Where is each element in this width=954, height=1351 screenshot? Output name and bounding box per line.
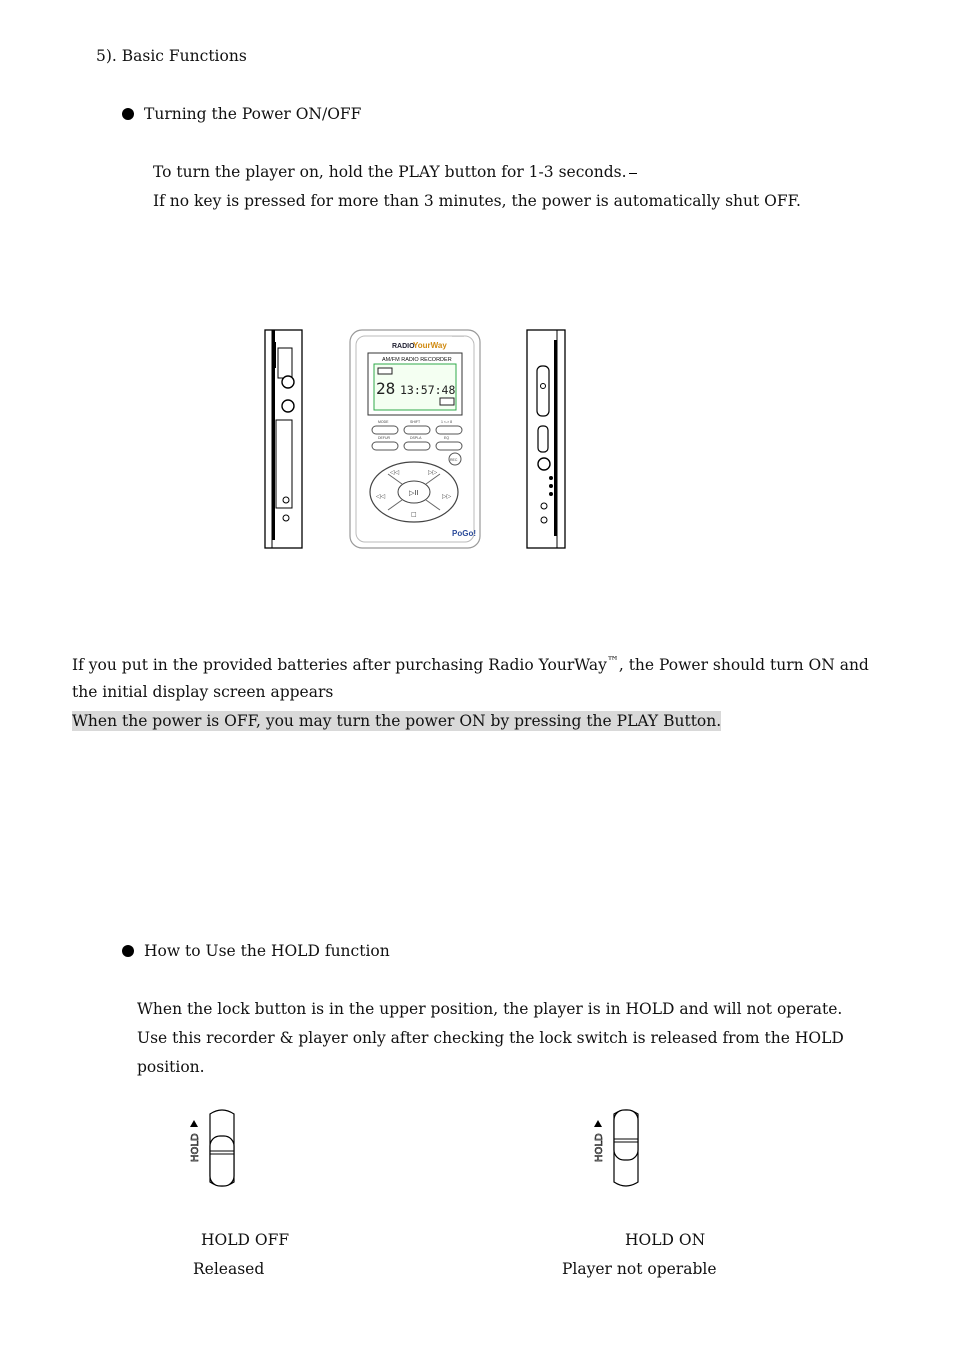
display-time: 13:57:48: [400, 383, 456, 397]
device-right-side-view: [524, 328, 570, 550]
device-left-side-view: [262, 328, 306, 550]
power-line-2: If no key is pressed for more than 3 minutes, the power is automatically shut OFF.: [153, 192, 801, 210]
hold-line-3: position.: [137, 1058, 205, 1076]
hold-off-title: HOLD OFF: [201, 1231, 290, 1249]
power-heading-row: [122, 105, 361, 123]
hold-off-subtitle: Released: [193, 1260, 265, 1278]
hold-line-2: Use this recorder & player only after checking the lock switch is released from the HOLD: [137, 1029, 844, 1047]
power-heading: Turning the Power ON/OFF: [144, 105, 362, 123]
svg-text:▷▷: ▷▷: [442, 493, 452, 500]
svg-text:◁◁: ◁◁: [376, 493, 386, 500]
device-front-view: [348, 328, 482, 550]
button-row-2: [372, 442, 462, 450]
button-shift-label: SHIFT: [410, 420, 421, 424]
button-defur-label: DEFUR: [378, 436, 391, 440]
bullet-icon: [122, 108, 134, 120]
button-row-1: [372, 426, 462, 434]
brand-radio: RADIO: [392, 343, 415, 350]
trademark-symbol: ™: [606, 654, 619, 668]
power-line-1-text: To turn the player on, hold the PLAY button for 1-3 seconds.: [153, 163, 627, 181]
play-pause-glyph: ▷II: [409, 489, 419, 497]
svg-text:□: □: [411, 511, 417, 518]
hold-switch-label: HOLD: [594, 1133, 605, 1162]
batteries-line-1-a: If you put in the provided batteries after purchasing Radio YourWay: [72, 656, 607, 674]
rec-label: REC: [450, 458, 458, 462]
svg-text:◁◁: ◁◁: [390, 469, 400, 476]
button-mode-label: MODE: [378, 420, 389, 424]
button-eq-label: EQ: [444, 436, 450, 440]
dash-mark: [629, 173, 637, 174]
bullet-icon: [122, 945, 134, 957]
hold-on-switch-illustration: [590, 1106, 646, 1192]
batteries-line-3: When the power is OFF, you may turn the power ON by pressing the PLAY Button.: [72, 712, 722, 730]
svg-text:▷▷: ▷▷: [428, 469, 438, 476]
screen-label: AM/FM RADIO RECORDER: [382, 357, 452, 363]
hold-line-1: When the lock button is in the upper position, the player is in HOLD and will not operate.: [137, 1000, 843, 1018]
batteries-line-1: [72, 654, 869, 674]
hold-switch-label: HOLD: [190, 1133, 201, 1162]
batteries-line-2: the initial display screen appears: [72, 683, 334, 701]
hold-heading: How to Use the HOLD function: [144, 942, 390, 960]
hold-on-title: HOLD ON: [625, 1231, 706, 1249]
hold-off-switch-illustration: [184, 1106, 240, 1192]
pogo-logo: PoGo!: [452, 529, 476, 538]
section-title: 5). Basic Functions: [96, 47, 247, 65]
hold-heading-row: [122, 942, 390, 960]
power-line-1: [153, 163, 637, 181]
brand-yourway: YourWay: [413, 341, 447, 350]
button-dspla-label: DSPLA: [410, 436, 422, 440]
button-range-label: 1 <-> 8: [441, 420, 453, 424]
display-channel: 28: [376, 379, 396, 398]
batteries-line-1-b: , the Power should turn ON and: [618, 656, 869, 674]
hold-on-subtitle: Player not operable: [562, 1260, 717, 1278]
